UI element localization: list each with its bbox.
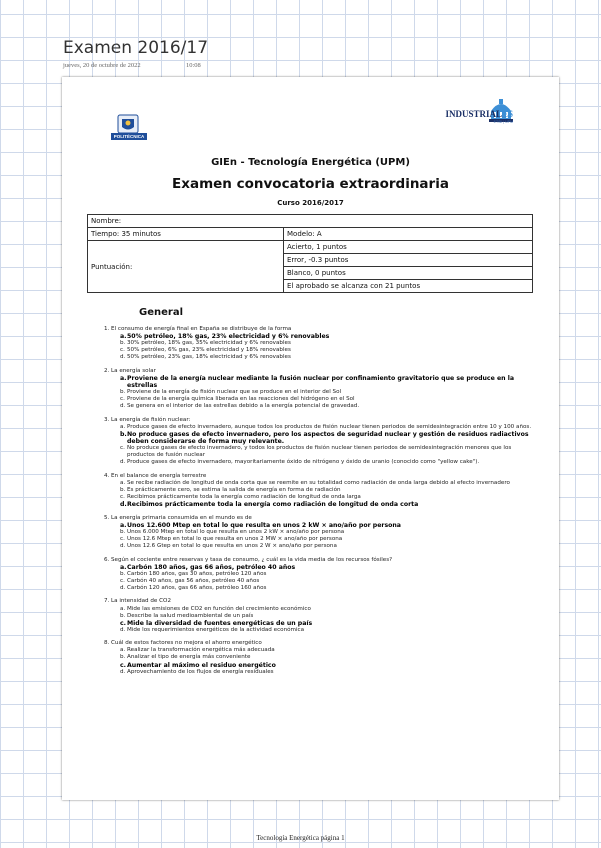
answer-option-correct	[111, 431, 534, 445]
option-letter: b.	[120, 528, 126, 535]
option-letter: d.	[120, 459, 126, 466]
question-text	[104, 557, 534, 564]
answer-option-correct	[111, 662, 534, 669]
exam-page	[62, 77, 559, 800]
question-number: 6.	[104, 556, 110, 563]
answer-option	[111, 445, 534, 459]
option-text: Proviene de la energía química liberada en las reacciones del hidrógeno en el Sol	[127, 396, 355, 403]
option-text: Unos 12.600 Mtep en total lo que resulta en unos 2 kW × ano/año por persona	[127, 521, 401, 529]
option-letter: c.	[120, 536, 125, 542]
note-time: 10:08	[186, 62, 201, 69]
answer-option	[111, 403, 534, 410]
answer-option	[111, 613, 534, 620]
option-letter: d.	[120, 354, 126, 361]
nombre-cell: Nombre:	[88, 215, 533, 228]
option-text: No produce gases de efecto invernadero, y todos los productos de fisión nuclear tienen periodos de semidesintegración menores que los productos de fusión nuclear	[127, 445, 512, 459]
answer-option-correct	[111, 375, 534, 389]
question	[104, 417, 534, 467]
answer-option	[111, 536, 534, 543]
note-title[interactable]: Examen 2016/17	[63, 38, 209, 58]
header-year: Curso 2016/2017	[277, 199, 344, 207]
option-text: Se genera en el interior de las estrellas debido a la energía potencial de gravedad.	[127, 403, 360, 410]
question	[104, 515, 534, 550]
modelo-cell: Modelo: A	[284, 228, 533, 241]
option-text: 50% petróleo, 18% gas, 23% electricidad y 6% renovables	[127, 333, 330, 341]
option-text: Carbón 180 años, gas 66 años, petróleo 40 años	[127, 563, 296, 571]
option-letter: a.	[120, 605, 126, 612]
option-text: Recibimos prácticamente toda la energía como radiación de longitud de onda larga	[127, 494, 361, 501]
question-stem: La intensidad de CO2	[111, 598, 172, 605]
question-number: 8.	[104, 640, 110, 647]
question-stem: Cuál de estos factores no mejora el ahorro energético	[111, 640, 262, 647]
option-text: Se recibe radiación de longitud de onda corta que se reemite en su totalidad como radiación de onda larga debido al efecto invernadero	[127, 479, 510, 486]
option-text: Aprovechamiento de los flujos de energía residuales	[127, 668, 274, 675]
option-text: Describe la salud medioambiental de un país	[127, 612, 254, 619]
option-text: Proviene de la energía de fisión nuclear que se produce en el interior del Sol	[127, 389, 342, 396]
answer-option	[111, 529, 534, 536]
blanco-cell: Blanco, 0 puntos	[284, 267, 533, 280]
answer-option-correct	[111, 522, 534, 529]
answer-option	[111, 606, 534, 613]
question-number: 2.	[104, 367, 110, 374]
option-text: Es prácticamente cero, se estima la salida de energía en forma de radiación	[127, 487, 341, 494]
question	[104, 473, 534, 508]
option-letter: a.	[120, 563, 127, 571]
question-stem: El consumo de energía final en España se distribuye de la forma	[111, 326, 292, 332]
option-text: Carbón 40 años, gas 56 años, petróleo 40 años	[127, 577, 260, 584]
aprobado-cell: El aprobado se alcanza con 21 puntos	[284, 280, 533, 293]
option-letter: b.	[120, 340, 126, 347]
industriales-logo: INDUSTRIALES	[445, 109, 513, 119]
option-text: Produce gases de efecto invernadero, mayoritariamente óxido de nitrógeno y óxido de uranio (conocido como "yellow cake").	[127, 459, 480, 466]
question-list	[104, 326, 534, 682]
question-number: 5.	[104, 514, 110, 521]
answer-option-correct	[111, 564, 534, 571]
option-letter: d.	[120, 668, 126, 675]
option-letter: c.	[120, 577, 125, 584]
question-stem: Según el cociente entre reservas y tasa de consumo, ¿ cuál es la vida media de los recursos fósiles?	[111, 556, 393, 563]
question-text	[104, 515, 534, 522]
upm-logo-label: POLITÉCNICA	[111, 133, 147, 140]
question-text	[104, 473, 534, 480]
option-text: Mide la diversidad de fuentes energéticas de un país	[127, 619, 313, 627]
option-letter: d.	[120, 501, 127, 509]
header-course: GIEn - Tecnología Energética (UPM)	[211, 157, 410, 168]
question-number: 1.	[104, 326, 110, 332]
option-letter: c.	[120, 661, 127, 669]
answer-option	[111, 459, 534, 466]
question-number: 7.	[104, 598, 110, 605]
option-text: Analizar el tipo de energía más conveniente	[127, 654, 251, 661]
section-title: General	[139, 307, 183, 318]
option-text: Produce gases de efecto invernadero, aunque todos los productos de fisión nuclear tienen periodos de semidesintegración entre 10 y 100 años.	[127, 423, 532, 430]
option-letter: a.	[120, 521, 127, 529]
question-stem: En el balance de energía terrestre	[111, 472, 207, 479]
answer-option-correct	[111, 501, 534, 508]
acierto-cell: Acierto, 1 puntos	[284, 241, 533, 254]
option-text: Mide los requerimientos energéticos de la actividad económica	[127, 626, 305, 633]
option-letter: b.	[120, 612, 126, 619]
tiempo-cell: Tiempo: 35 minutos	[88, 228, 284, 241]
option-letter: d.	[120, 626, 126, 633]
option-letter: a.	[120, 423, 126, 430]
answer-option	[111, 480, 534, 487]
answer-option	[111, 627, 534, 634]
question-number: 3.	[104, 416, 110, 423]
header-exam-title: Examen convocatoria extraordinaria	[172, 176, 449, 192]
option-letter: b.	[120, 570, 126, 577]
industriales-sublabel: ETSII | UPM	[493, 120, 513, 124]
option-letter: d.	[120, 584, 126, 591]
page-footer: Tecnología Energética página 1	[256, 834, 345, 842]
answer-option	[111, 543, 534, 550]
option-letter: c.	[120, 347, 125, 354]
question-stem: La energía solar	[111, 367, 156, 374]
option-letter: d.	[120, 403, 126, 410]
note-date: jueves, 20 de octubre de 2022	[63, 62, 141, 69]
answer-option	[111, 578, 534, 585]
answer-option	[111, 424, 534, 431]
answer-option-correct	[111, 620, 534, 627]
error-cell: Error, -0.3 puntos	[284, 254, 533, 267]
question-number: 4.	[104, 472, 110, 479]
answer-option	[111, 354, 534, 361]
option-text: Recibimos prácticamente toda la energía como radiación de longitud de onda corta	[127, 501, 419, 509]
option-text: Realizar la transformación energética más adecuada	[127, 647, 275, 654]
answer-option	[111, 571, 534, 578]
option-text: 30% petróleo, 18% gas, 35% electricidad y 6% renovables	[127, 340, 291, 347]
question-stem: La energía primaria consumida en el mundo es de	[111, 514, 252, 521]
option-letter: c.	[120, 445, 125, 452]
option-letter: b.	[120, 431, 127, 438]
answer-option	[111, 654, 534, 661]
option-letter: b.	[120, 389, 126, 396]
question	[104, 326, 534, 361]
option-text: 50% petróleo, 23% gas, 18% electricidad y 6% renovables	[127, 354, 291, 361]
info-table	[87, 214, 533, 293]
question	[104, 368, 534, 411]
answer-option	[111, 585, 534, 592]
question	[104, 640, 534, 675]
option-text: Proviene de la energía nuclear mediante la fusión nuclear por confinamiento gravitatorio que se produce en la estrellas	[127, 374, 514, 390]
answer-option	[111, 669, 534, 676]
option-letter: a.	[120, 333, 127, 341]
option-letter: c.	[120, 396, 125, 403]
option-letter: b.	[120, 654, 126, 661]
option-text: Aumentar al máximo el residuo energético	[127, 661, 276, 669]
option-text: Mide las emisiones de CO2 en función del crecimiento económico	[127, 605, 311, 612]
option-letter: a.	[120, 647, 126, 654]
option-letter: a.	[120, 479, 126, 486]
puntuacion-cell: Puntuación:	[88, 241, 284, 293]
question	[104, 557, 534, 592]
option-letter: b.	[120, 487, 126, 494]
question-stem: La energía de fisión nuclear:	[111, 416, 191, 423]
option-text: Unos 12.6 Gtep en total lo que resulta en unos 2 W × ano/año por persona	[127, 543, 337, 550]
option-text: 50% petróleo, 6% gas, 23% electricidad y 18% renovables	[127, 347, 291, 354]
question-text	[104, 598, 534, 605]
option-text: Unos 6.000 Mtep en total lo que resulta en unos 2 kW × ano/año por persona	[127, 528, 345, 535]
question-text	[104, 417, 534, 424]
option-letter: c.	[120, 619, 127, 627]
option-text: Carbón 180 años, gas 30 años, petróleo 120 años	[127, 570, 267, 577]
option-text: Carbón 120 años, gas 66 años, petróleo 160 años	[127, 584, 267, 591]
option-letter: a.	[120, 374, 127, 382]
option-letter: c.	[120, 494, 125, 501]
option-text: No produce gases de efecto invernadero, pero los aspectos de seguridad nuclear y gestión de residuos radiactivos deben considerarse de forma muy relevante.	[127, 431, 529, 446]
option-text: Unos 12.6 Mtep en total lo que resulta en unos 2 MW × ano/año por persona	[127, 536, 343, 542]
question-text	[104, 368, 534, 375]
question	[104, 598, 534, 633]
option-letter: d.	[120, 543, 126, 550]
